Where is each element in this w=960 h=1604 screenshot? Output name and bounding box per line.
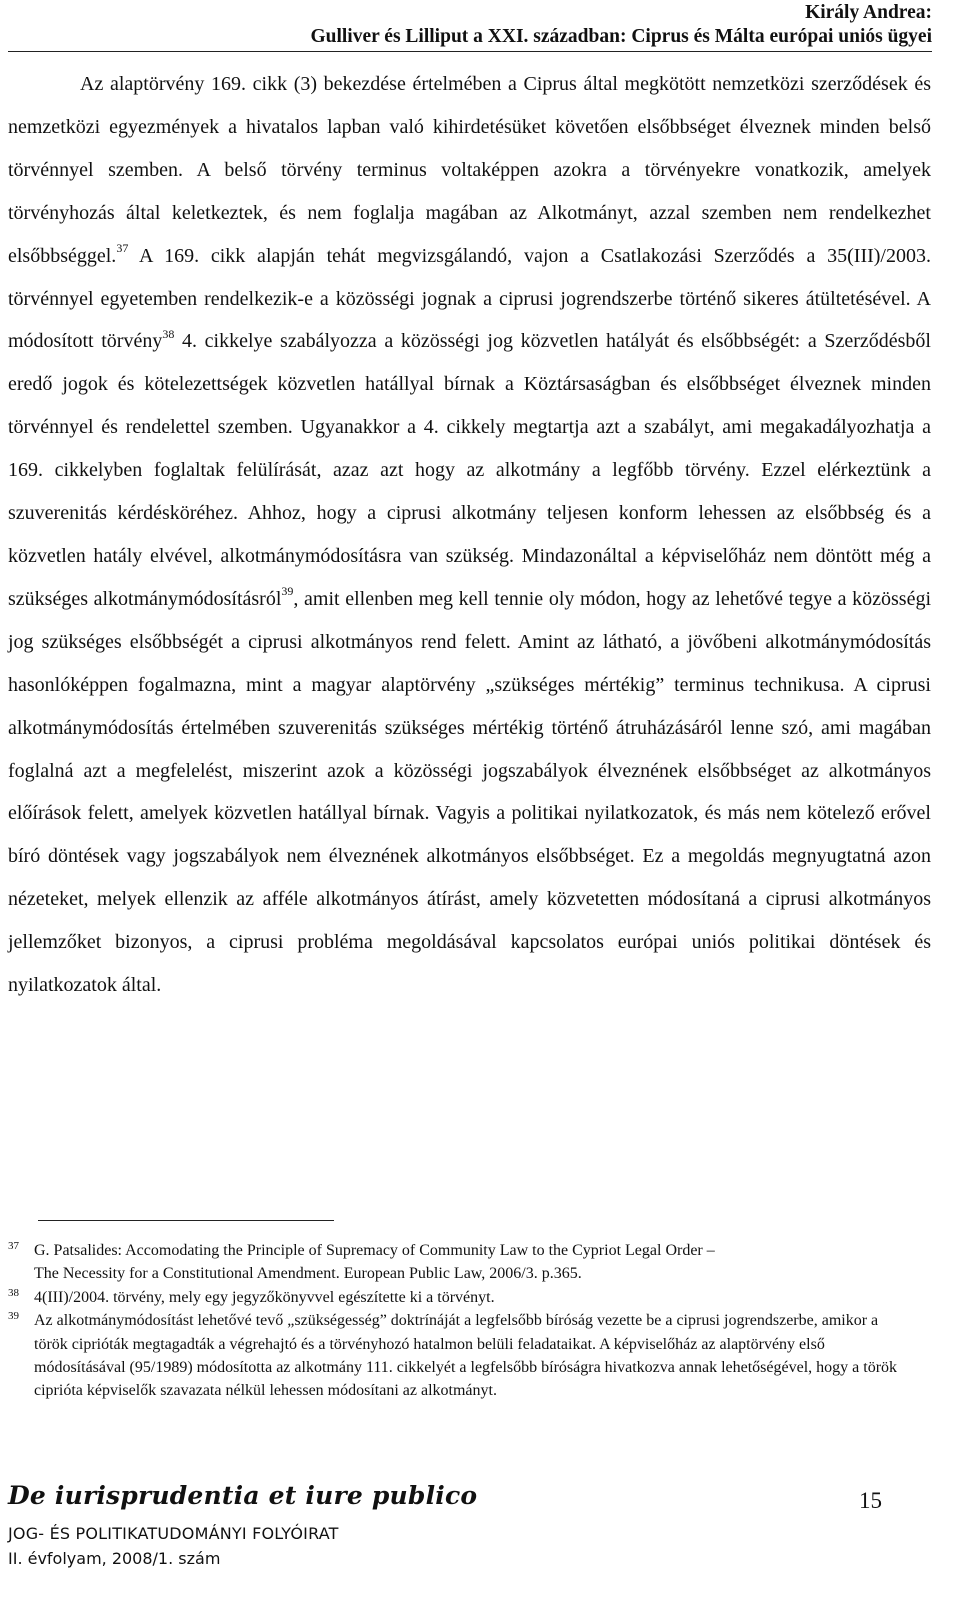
- journal-logo: De iurisprudentia et iure publico: [8, 1481, 478, 1510]
- footnote-ref-38[interactable]: 38: [162, 326, 175, 341]
- running-header-author: Király Andrea:: [805, 2, 932, 23]
- footnote-37: [8, 1239, 908, 1286]
- footnote-text: Az alkotmánymódosítást lehetővé tevő „szükségesség” doktrínáját a legfelsőbb bíróság vezette be a ciprusi jogrendszerbe, amikor a török ciprióták megtagadták a végrehajtó és a törvényhozó hatalmon belüli feladataikat. A képviselőház az alaptörvény első módosításával (95/1989) módosította az alkotmány 111. cikkelyét a legfelsőbb bíróságra hivatkozva annak lehetőségével, hogy a török cipriótа képviselők szavazata nélkül lehessen módosítani az alkotmányt.: [34, 1312, 898, 1400]
- footnotes: [8, 1239, 908, 1403]
- footnote-number: 37: [8, 1240, 19, 1252]
- body-text-part-4: , amit ellenben meg kell tennie oly módon, hogy az lehetővé tegye a közösségi jog szükséges elsőbbségét a ciprusi alkotmányos rend felett. Amint az látható, a jövőbeni alkotmánymódosítás hasonlóképpen fogalmazna, mint a magyar alaptörvény „szükséges mértékig” terminus technikusa. A ciprusi alkotmánymódosítás értelmében szuverenitás szükséges mértékig történő átruházásáról lenne szó, ami magában foglalná azt a megfelelést, miszerint azok a közösségi jogszabályok élveznének elsőbbséget az alkotmányos előírások felett, amelyek közvetlen hatállyal bírnak. Vagyis a politikai nyilatkozatok, és más nem kötelező erővel bíró döntések vagy jogszabályok nem élveznének alkotmányos elsőbbséget. Ez a megoldás megnyugtatná azon nézeteket, melyek ellenzik az afféle alkotmányos átírást, amely közvetetten módosítaná a ciprusi alkotmányos jellemzőket bizonyos, a ciprusi probléma megoldásával kapcsolatos európai uniós politikai döntések és nyilatkozatok által.: [8, 587, 932, 997]
- footnote-separator: [38, 1220, 334, 1221]
- footnote-39: [8, 1309, 908, 1403]
- footnote-ref-37[interactable]: 37: [116, 240, 129, 255]
- footnote-38: [8, 1286, 908, 1309]
- body-paragraph: [8, 63, 931, 1007]
- running-header-title: Gulliver és Lilliput a XXI. században: Ciprus és Málta európai uniós ügyei: [310, 26, 932, 47]
- body-text-part-1: Az alaptörvény 169. cikk (3) bekezdése értelmében a Ciprus által megkötött nemzetközi szerződések és nemzetközi egyezmények a hivatalos lapban való kihirdetésüket követően elsőbbséget élveznek minden belső törvénnyel szemben. A belső törvény terminus voltaképpen azokra a törvényekre vonatkozik, amelyek törvényhozás által keletkeztek, és nem foglalja magában az Alkotmányt, azzal szemben nem rendelkezhet elsőbbséggel.: [8, 73, 931, 267]
- footnote-text-line-2: The Necessity for a Constitutional Amendment. European Public Law, 2006/3. p.365.: [34, 1265, 582, 1283]
- footnote-text: 4(III)/2004. törvény, mely egy jegyzőkönyvvel egészítette ki a törvényt.: [34, 1288, 495, 1306]
- header-rule: [8, 51, 932, 52]
- body-text-part-2: A 169. cikk alapján tehát megvizsgálandó, vajon a Csatlakozási Szerződés a 35(III)/2003. törvénnyel egyetemben rendelkezik-e a közösségi jognak a ciprusi jogrendszerbe történő sikeres átültetésével. A módosított törvény: [8, 244, 931, 353]
- footnote-number: 39: [8, 1310, 19, 1323]
- journal-issue: II. évfolyam, 2008/1. szám: [8, 1549, 221, 1568]
- footnote-number: 38: [8, 1286, 19, 1299]
- footnote-ref-39[interactable]: 39: [281, 584, 294, 599]
- footnote-text-line-1: G. Patsalides: Accomodating the Principle of Supremacy of Community Law to the Cypriot Legal Order –: [34, 1242, 715, 1259]
- body-text-part-3: 4. cikkelye szabályozza a közösségi jog közvetlen hatályát és elsőbbségét: a Szerződésből eredő jogok és kötelezettségek közvetlen hatállyal bírnak a Köztársaságban és elsőbbséget élveznek minden törvénnyel és rendelettel szemben. Ugyanakkor a 4. cikkely megtartja azt a szabályt, ami megakadályozhatja a 169. cikkelyben foglaltak felülírását, azaz azt hogy az alkotmány a legfőbb törvény. Ezzel elérkeztünk a szuverenitás kérdésköréhez. Ahhoz, hogy a ciprusi alkotmány teljesen konform lehessen az elsőbbség és a közvetlen hatály elvével, alkotmánymódosításra van szükség. Mindazonáltal a képviselőház nem döntött még a szükséges alkotmánymódosításról: [8, 330, 931, 610]
- journal-name: JOG- ÉS POLITIKATUDOMÁNYI FOLYÓIRAT: [8, 1524, 339, 1543]
- page-number: 15: [859, 1488, 882, 1513]
